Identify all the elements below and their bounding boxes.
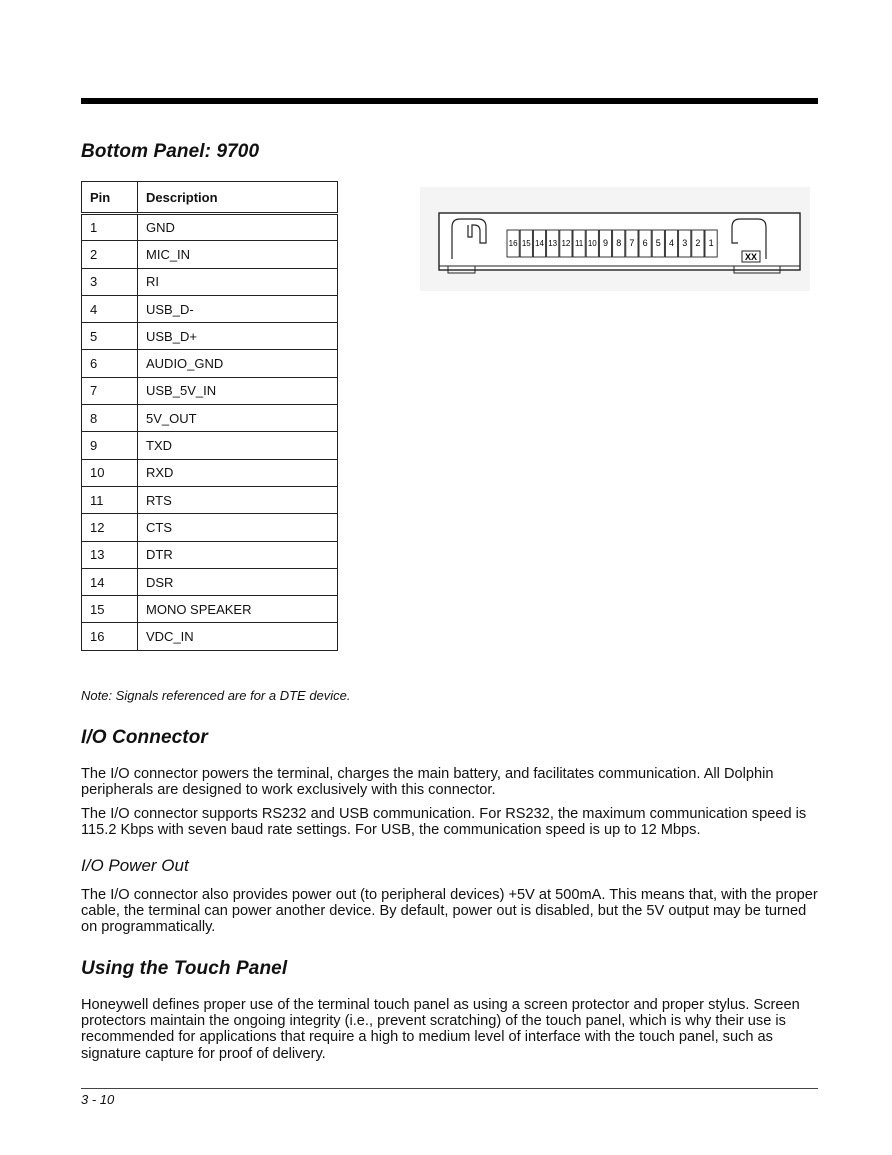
- connector-pin-label: 12: [561, 239, 571, 248]
- column-header-description: Description: [138, 182, 338, 214]
- pin-description-cell: USB_D+: [138, 323, 338, 350]
- connector-pin-label: 13: [548, 239, 558, 248]
- pin-number-cell: 1: [82, 214, 138, 241]
- table-row: [82, 486, 338, 513]
- pin-description-cell: DSR: [138, 568, 338, 595]
- connector-pin-label: 15: [521, 239, 531, 248]
- io-connector-title: I/O Connector: [81, 727, 208, 748]
- pin-number-cell: 5: [82, 323, 138, 350]
- pin-description-cell: DTR: [138, 541, 338, 568]
- pin-number-cell: 3: [82, 268, 138, 295]
- connector-pin-label: 9: [602, 238, 609, 248]
- pin-description-cell: MIC_IN: [138, 241, 338, 268]
- table-row: [82, 295, 338, 322]
- column-header-pin: Pin: [82, 182, 138, 214]
- connector-pin-label: 10: [587, 239, 597, 248]
- table-row: [82, 541, 338, 568]
- pin-description-cell: RI: [138, 268, 338, 295]
- connector-pin-label: 7: [629, 238, 635, 248]
- connector-pin-label: 3: [682, 238, 688, 248]
- connector-pin-label: 8: [616, 238, 622, 248]
- touch-panel-para: Honeywell defines proper use of the terminal touch panel as using a screen protector and proper stylus. Screen protectors maintain the ongoing integrity (i.e., prevent scratching) of the touch panel, which is why their use is recommended for applications that require a high to medium level of interface with the touch panel, such as signature capture for proof of delivery.: [81, 997, 800, 1062]
- pin-description-cell: VDC_IN: [138, 623, 338, 650]
- table-row: [82, 405, 338, 432]
- pin-number-cell: 12: [82, 514, 138, 541]
- pin-description-cell: RTS: [138, 486, 338, 513]
- footer-rule: [81, 1088, 818, 1089]
- table-row: [82, 241, 338, 268]
- pin-description-cell: USB_5V_IN: [138, 377, 338, 404]
- pin-number-cell: 9: [82, 432, 138, 459]
- table-row: [82, 268, 338, 295]
- header-rule: [81, 98, 818, 104]
- connector-pin-label: 5: [655, 238, 661, 248]
- table-row: [82, 214, 338, 241]
- page-number: 3 - 10: [81, 1092, 115, 1107]
- pin-description-cell: AUDIO_GND: [138, 350, 338, 377]
- connector-pin-label: 4: [668, 238, 675, 248]
- table-row: [82, 596, 338, 623]
- pin-number-cell: 13: [82, 541, 138, 568]
- table-row: [82, 323, 338, 350]
- pin-description-cell: USB_D-: [138, 295, 338, 322]
- pin-number-cell: 4: [82, 295, 138, 322]
- connector-pin-label: 14: [535, 239, 544, 248]
- io-connector-para-1: The I/O connector powers the terminal, charges the main battery, and facilitates communication. All Dolphin peripherals are designed to work exclusively with this connector.: [81, 766, 774, 799]
- table-row: [82, 459, 338, 486]
- table-row: [82, 623, 338, 650]
- pin-number-cell: 14: [82, 568, 138, 595]
- connector-diagram: [420, 187, 810, 291]
- section-title: Bottom Panel: 9700: [81, 141, 260, 162]
- connector-pin-label: 2: [695, 238, 701, 248]
- pin-description-cell: TXD: [138, 432, 338, 459]
- table-note: Note: Signals referenced are for a DTE device.: [81, 688, 351, 703]
- pin-number-cell: 2: [82, 241, 138, 268]
- touch-panel-title: Using the Touch Panel: [81, 958, 288, 979]
- pin-number-cell: 16: [82, 623, 138, 650]
- io-connector-para-2: The I/O connector supports RS232 and USB communication. For RS232, the maximum communication speed is 115.2 Kbps with seven baud rate settings. For USB, the communication speed is up to 12 Mbps.: [81, 806, 807, 839]
- marker-label: XX: [744, 252, 758, 262]
- pin-description-cell: RXD: [138, 459, 338, 486]
- table-row: [82, 432, 338, 459]
- table-row: [82, 350, 338, 377]
- connector-pin-label: 6: [642, 238, 648, 248]
- pin-description-cell: 5V_OUT: [138, 405, 338, 432]
- pin-number-cell: 6: [82, 350, 138, 377]
- pin-number-cell: 8: [82, 405, 138, 432]
- pin-description-cell: GND: [138, 214, 338, 241]
- connector-pin-label: 11: [574, 239, 584, 248]
- table-row: [82, 514, 338, 541]
- connector-pin-label: 1: [708, 238, 714, 248]
- pin-number-cell: 15: [82, 596, 138, 623]
- pin-description-cell: CTS: [138, 514, 338, 541]
- table-row: [82, 377, 338, 404]
- pin-number-cell: 7: [82, 377, 138, 404]
- power-out-title: I/O Power Out: [81, 856, 189, 875]
- table-row: [82, 568, 338, 595]
- connector-pin-label: 16: [508, 239, 518, 248]
- pin-number-cell: 11: [82, 486, 138, 513]
- table-header-row: [82, 182, 338, 214]
- pin-number-cell: 10: [82, 459, 138, 486]
- power-out-para: The I/O connector also provides power out (to peripheral devices) +5V at 500mA. This means that, with the proper cable, the terminal can power another device. By default, power out is disabled, but the 5V output may be turned on programmatically.: [81, 887, 818, 936]
- pin-description-cell: MONO SPEAKER: [138, 596, 338, 623]
- pin-table: [81, 181, 338, 651]
